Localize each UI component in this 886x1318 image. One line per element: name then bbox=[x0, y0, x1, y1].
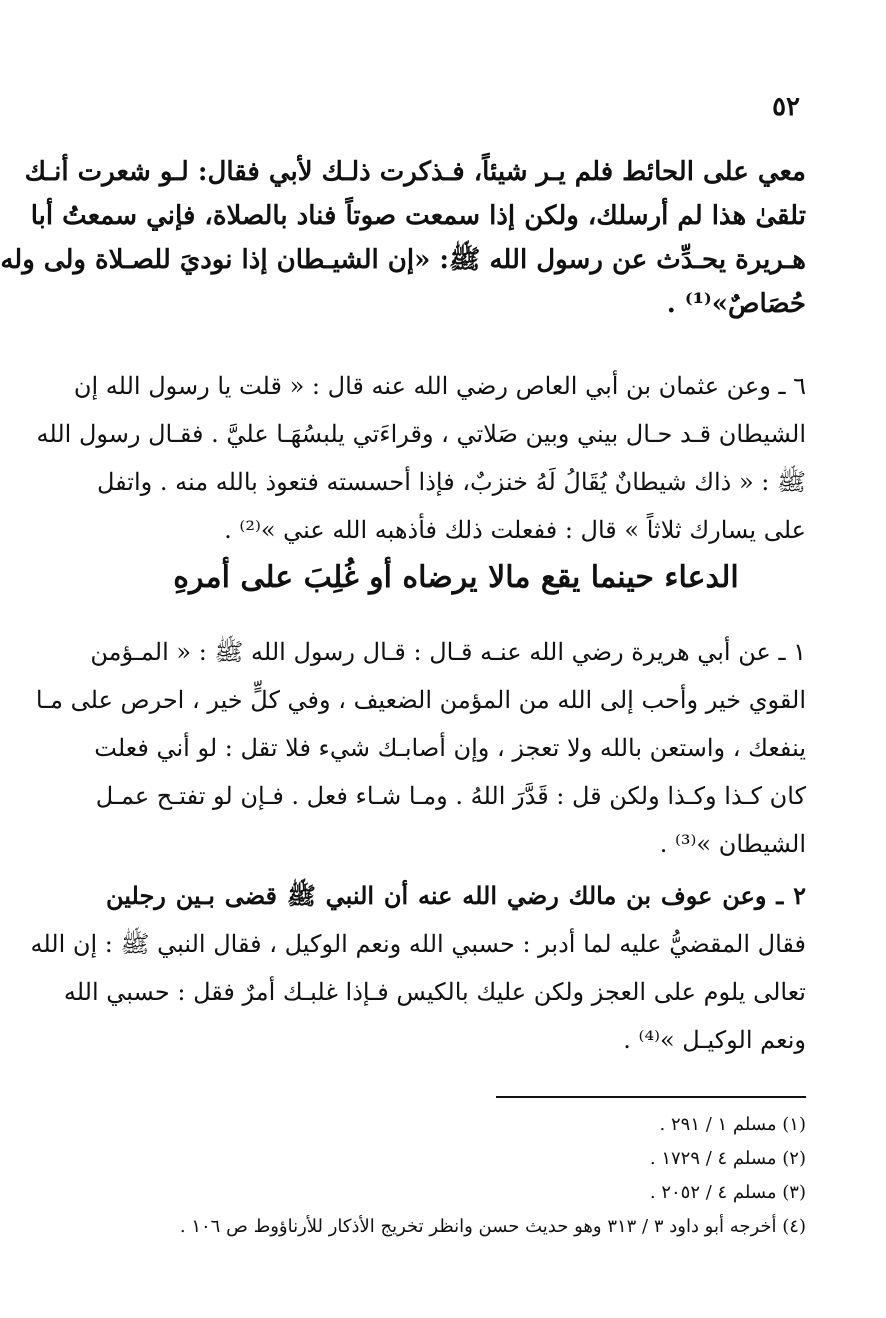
text-line: حُصَاصٌ»⁽¹⁾ . bbox=[666, 289, 806, 319]
text-line: ١ ـ عن أبي هريرة رضي الله عنـه قـال : قـال رسول الله ﷺ : « المـؤمن bbox=[90, 638, 806, 666]
paragraph-continuation bbox=[0, 150, 806, 326]
text-line: ﷺ : « ذاك شيطانٌ يُقَالُ لَهُ خنزبٌ، فإذا أحسسته فتعوذ بالله منه . واتفل bbox=[96, 468, 806, 496]
hadith-2-paragraph bbox=[30, 872, 806, 1064]
text-line: ٦ ـ وعن عثمان بن أبي العاص رضي الله عنه قال : « قلت يا رسول الله إن bbox=[73, 372, 806, 400]
text-line: القوي خير وأحب إلى الله من المؤمن الضعيف ، وفي كلٍّ خير ، احرص على مـا bbox=[35, 686, 806, 714]
section-heading: الدعاء حينما يقع مالا يرضاه أو غُلِبَ على أمرهِ bbox=[173, 560, 739, 595]
text-line: الشيطان »⁽³⁾ . bbox=[659, 830, 806, 858]
text-line: الشيطان قـد حـال بيني وبين صَلاتي ، وقراءَتي يلبسُهَـا عليَّ . فقـال رسول الله bbox=[36, 420, 806, 448]
hadith-1-paragraph bbox=[35, 628, 806, 868]
text-line: هـريرة يحـدِّث عن رسول الله ﷺ: «إن الشيـطان إذا نوديَ للصـلاة ولى وله bbox=[0, 245, 806, 275]
text-line: كان كـذا وكـذا ولكن قل : قَدَّرَ اللهُ . ومـا شـاء فعل . فـإن لو تفتـح عمـل bbox=[95, 782, 806, 810]
text-line: تلقىٰ هذا لم أرسلك، ولكن إذا سمعت صوتاً فناد بالصلاة، فإني سمعتُ أبا bbox=[30, 201, 806, 231]
text-line: على يسارك ثلاثاً » قال : ففعلت ذلك فأذهبه الله عني »⁽²⁾ . bbox=[224, 516, 806, 544]
footnote-4: (٤) أخرجه أبو داود ٣ / ٣١٣ وهو حديث حسن وانظر تخريج الأذكار للأرناؤوط ص ١٠٦ . bbox=[179, 1216, 806, 1237]
page-number: ٥٢ bbox=[772, 92, 800, 122]
footnote-3: (٣) مسلم ٤ / ٢٠٥٢ . bbox=[649, 1182, 806, 1203]
text-line: تعالى يلوم على العجز ولكن عليك بالكيس فـإذا غلبـك أمرٌ فقل : حسبي الله bbox=[63, 978, 806, 1006]
footnote-2: (٢) مسلم ٤ / ١٧٢٩ . bbox=[649, 1148, 806, 1169]
text-line: ينفعك ، واستعن بالله ولا تعجز ، وإن أصابـك شيء فلا تقل : لو أني فعلت bbox=[94, 734, 806, 762]
text-line: معي على الحائط فلم يـر شيئاً، فـذكرت ذلـك لأبي فقال: لـو شعرت أنـك bbox=[24, 157, 806, 187]
footnote-divider bbox=[496, 1096, 806, 1098]
footnote-1: (١) مسلم ١ / ٢٩١ . bbox=[659, 1114, 806, 1135]
text-line: ونعم الوكيـل »⁽⁴⁾ . bbox=[623, 1026, 806, 1054]
text-line: ٢ ـ وعن عوف بن مالك رضي الله عنه أن النبي ﷺ قضى بـين رجلين bbox=[106, 881, 806, 910]
hadith-6-paragraph bbox=[36, 362, 806, 554]
text-line: فقال المقضيُّ عليه لما أدبر : حسبي الله ونعم الوكيل ، فقال النبي ﷺ : إن الله bbox=[30, 930, 806, 958]
footnotes bbox=[106, 1108, 806, 1244]
